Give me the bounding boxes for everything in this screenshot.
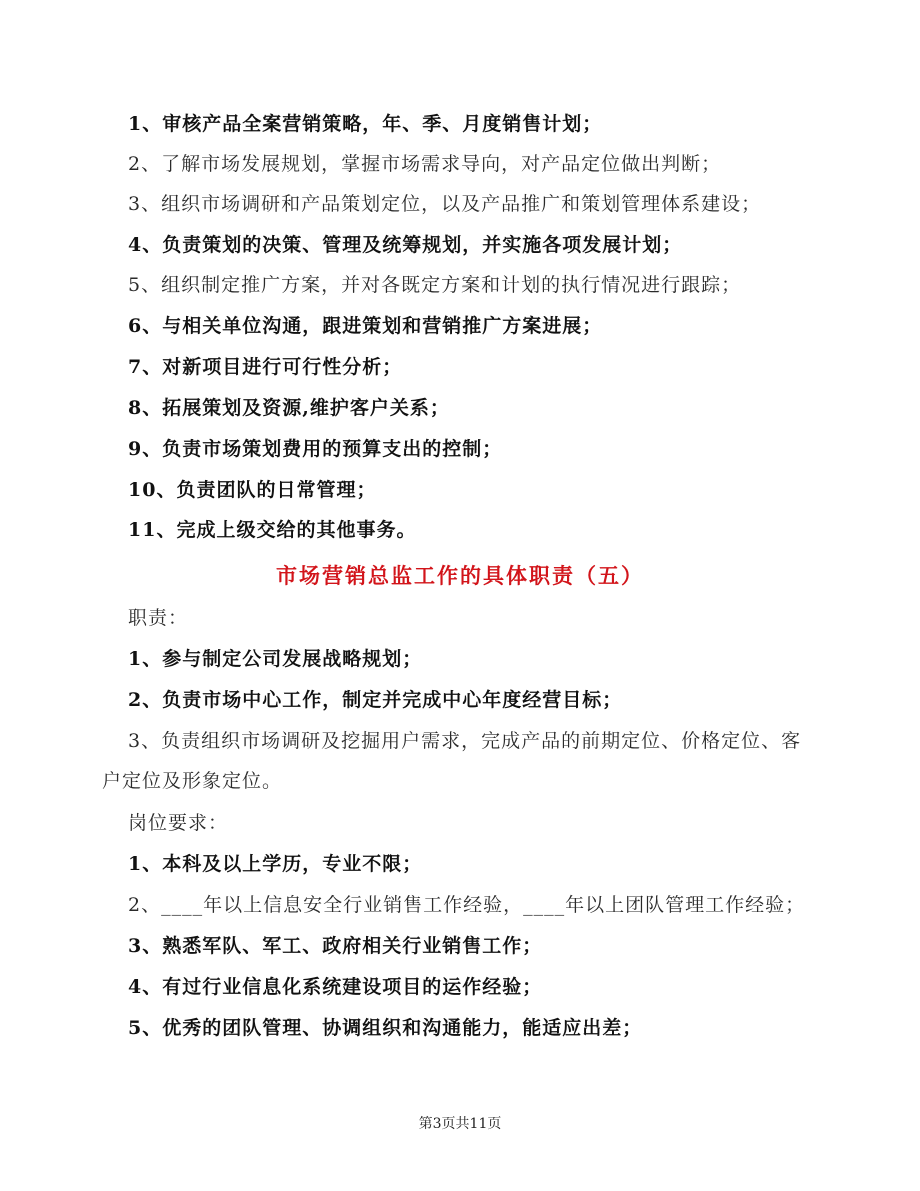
duty-item-1: 1、参与制定公司发展战略规划； <box>128 648 423 670</box>
list-item-7: 7、对新项目进行可行性分析； <box>128 356 403 378</box>
list-item-6: 6、与相关单位沟通，跟进策划和营销推广方案进展； <box>128 315 603 337</box>
list-item-4: 4、负责策划的决策、管理及统筹规划，并实施各项发展计划； <box>128 234 683 256</box>
duty-item-2: 2、负责市场中心工作，制定并完成中心年度经营目标； <box>128 689 623 711</box>
list-item-3: 3、组织市场调研和产品策划定位，以及产品推广和策划管理体系建设； <box>128 193 762 215</box>
duty-item-3: 3、负责组织市场调研及挖掘用户需求，完成产品的前期定位、价格定位、客 <box>128 730 802 752</box>
list-item-2: 2、了解市场发展规划，掌握市场需求导向，对产品定位做出判断； <box>128 153 722 175</box>
list-item-8: 8、拓展策划及资源,维护客户关系； <box>128 397 450 419</box>
list-item-10: 10、负责团队的日常管理； <box>128 479 377 501</box>
requirement-item-3: 3、熟悉军队、军工、政府相关行业销售工作； <box>128 935 543 957</box>
requirement-item-5: 5、优秀的团队管理、协调组织和沟通能力，能适应出差； <box>128 1017 643 1039</box>
duty-item-3-continuation: 户定位及形象定位。 <box>102 770 283 792</box>
list-item-5: 5、组织制定推广方案，并对各既定方案和计划的执行情况进行跟踪； <box>128 274 742 296</box>
requirements-label: 岗位要求： <box>128 812 229 834</box>
list-item-11: 11、完成上级交给的其他事务。 <box>128 519 417 541</box>
page-number: 第3页共11页 <box>418 1116 502 1132</box>
requirement-item-2: 2、____年以上信息安全行业销售工作经验，____年以上团队管理工作经验； <box>128 894 806 916</box>
requirement-item-1: 1、本科及以上学历，专业不限； <box>128 853 423 875</box>
requirement-item-4: 4、有过行业信息化系统建设项目的运作经验； <box>128 976 543 998</box>
duties-label: 职责： <box>128 607 189 629</box>
section-heading: 市场营销总监工作的具体职责（五） <box>276 563 644 588</box>
list-item-9: 9、负责市场策划费用的预算支出的控制； <box>128 438 503 460</box>
list-item-1: 1、审核产品全案营销策略，年、季、月度销售计划； <box>128 113 603 135</box>
